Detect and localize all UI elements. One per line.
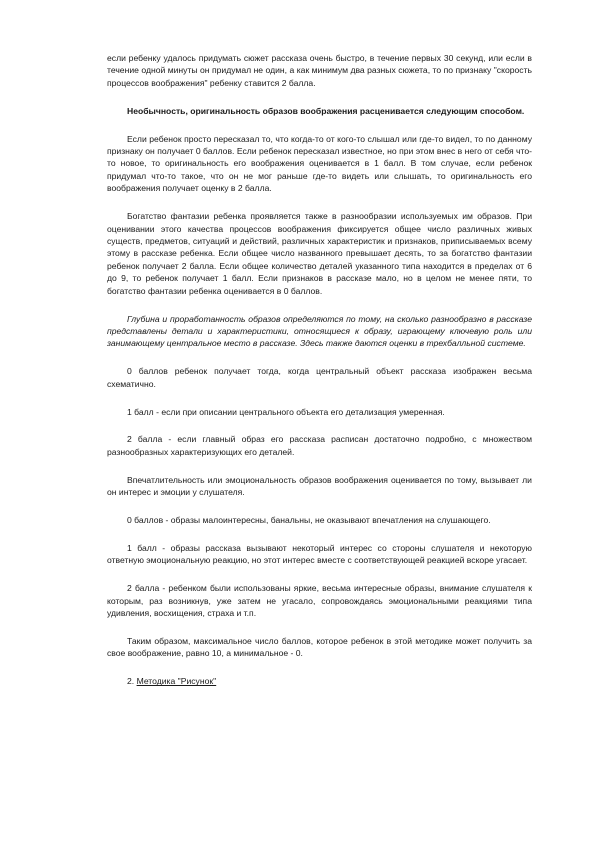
paragraph-speed-score: если ребенку удалось придумать сюжет рассказа очень быстро, в течение первых 30 секунд, или если в течение одной минуты он придумал не один, а как минимум два разных сюжета, то по признаку "скорость процессов воображения" ребенку ставится 2 балла. [107,53,532,88]
paragraph-depth-2: 2 балла - если главный образ его рассказа расписан достаточно подробно, с множеством разнообразных характеризующих его деталей. [107,434,532,457]
method-drawing-link[interactable]: Методика "Рисунок" [136,676,217,687]
paragraph-impression-1: 1 балл - образы рассказа вызывают некоторый интерес со стороны слушателя и некоторую ответную эмоциональную реакцию, но этот интерес вместе с соответствующей реакцией вскоре угасает. [107,542,532,566]
section-number: 2. [127,676,137,687]
paragraph-impression-0: 0 баллов - образы малоинтересны, банальны, не оказывают впечатления на слушающего. [127,515,491,526]
document-page [107,52,532,703]
paragraph-summary: Таким образом, максимальное число баллов, которое ребенок в этой методике может получить за свое воображение, равно 10, а минимальное - 0. [107,636,532,659]
paragraph-originality-score: Если ребенок просто пересказал то, что когда-то от кого-то слышал или где-то видел, то по данному признаку он получает 0 баллов. Если ребенок пересказал известное, но при этом внес в него от себя что-то новое, то оригинальность его воображения оценивается в 1 балл. В том случае, если ребенок придумал что-то такое, что он не мог раньше где-то видеть или слышать, то оригинальность его воображения получает оценку в 2 балла. [107,133,532,194]
paragraph-impression: Впечатлительность или эмоциональность образов воображения оценивается по тому, вызывает ли он интерес и эмоции у слушателя. [107,474,532,498]
paragraph-depth-1: 1 балл - если при описании центрального объекта его детализация умеренная. [127,406,445,417]
paragraph-originality-heading: Необычность, оригинальность образов воображения расценивается следующим способом. [127,105,525,116]
paragraph-depth: Глубина и проработанность образов определяются по тому, на сколько разнообразно в рассказе представлены детали и характеристики, относящиеся к образу, играющему ключевую роль или занимающему центральное место в рассказе. Здесь также даются оценки в трехбалльной системе. [107,313,532,349]
section-heading [107,675,532,687]
paragraph-richness: Богатство фантазии ребенка проявляется также в разнообразии используемых им образов. При оценивании этого качества процессов воображения фиксируется общее число различных живых существ, предметов, ситуаций и действий, различных характеристик и признаков, приписываемых всему этому в рассказе ребенка. Если общее число названного превышает десять, то за богатство фантазии ребенок получает 2 балла. Если общее количество деталей указанного типа находится в пределах от 6 до 9, то ребенок получает 1 балл. Если признаков в рассказе мало, но в целом не менее пяти, то богатство фантазии ребенка оценивается в 0 баллов. [107,211,532,296]
paragraph-depth-0: 0 баллов ребенок получает тогда, когда центральный объект рассказа изображен весьма схематично. [107,366,532,389]
paragraph-impression-2: 2 балла - ребенком были использованы яркие, весьма интересные образы, внимание слушателя к которым, раз возникнув, уже затем не угасало, сопровождаясь эмоциональными реакциями типа удивления, восхищения, страха и т.п. [107,583,532,619]
